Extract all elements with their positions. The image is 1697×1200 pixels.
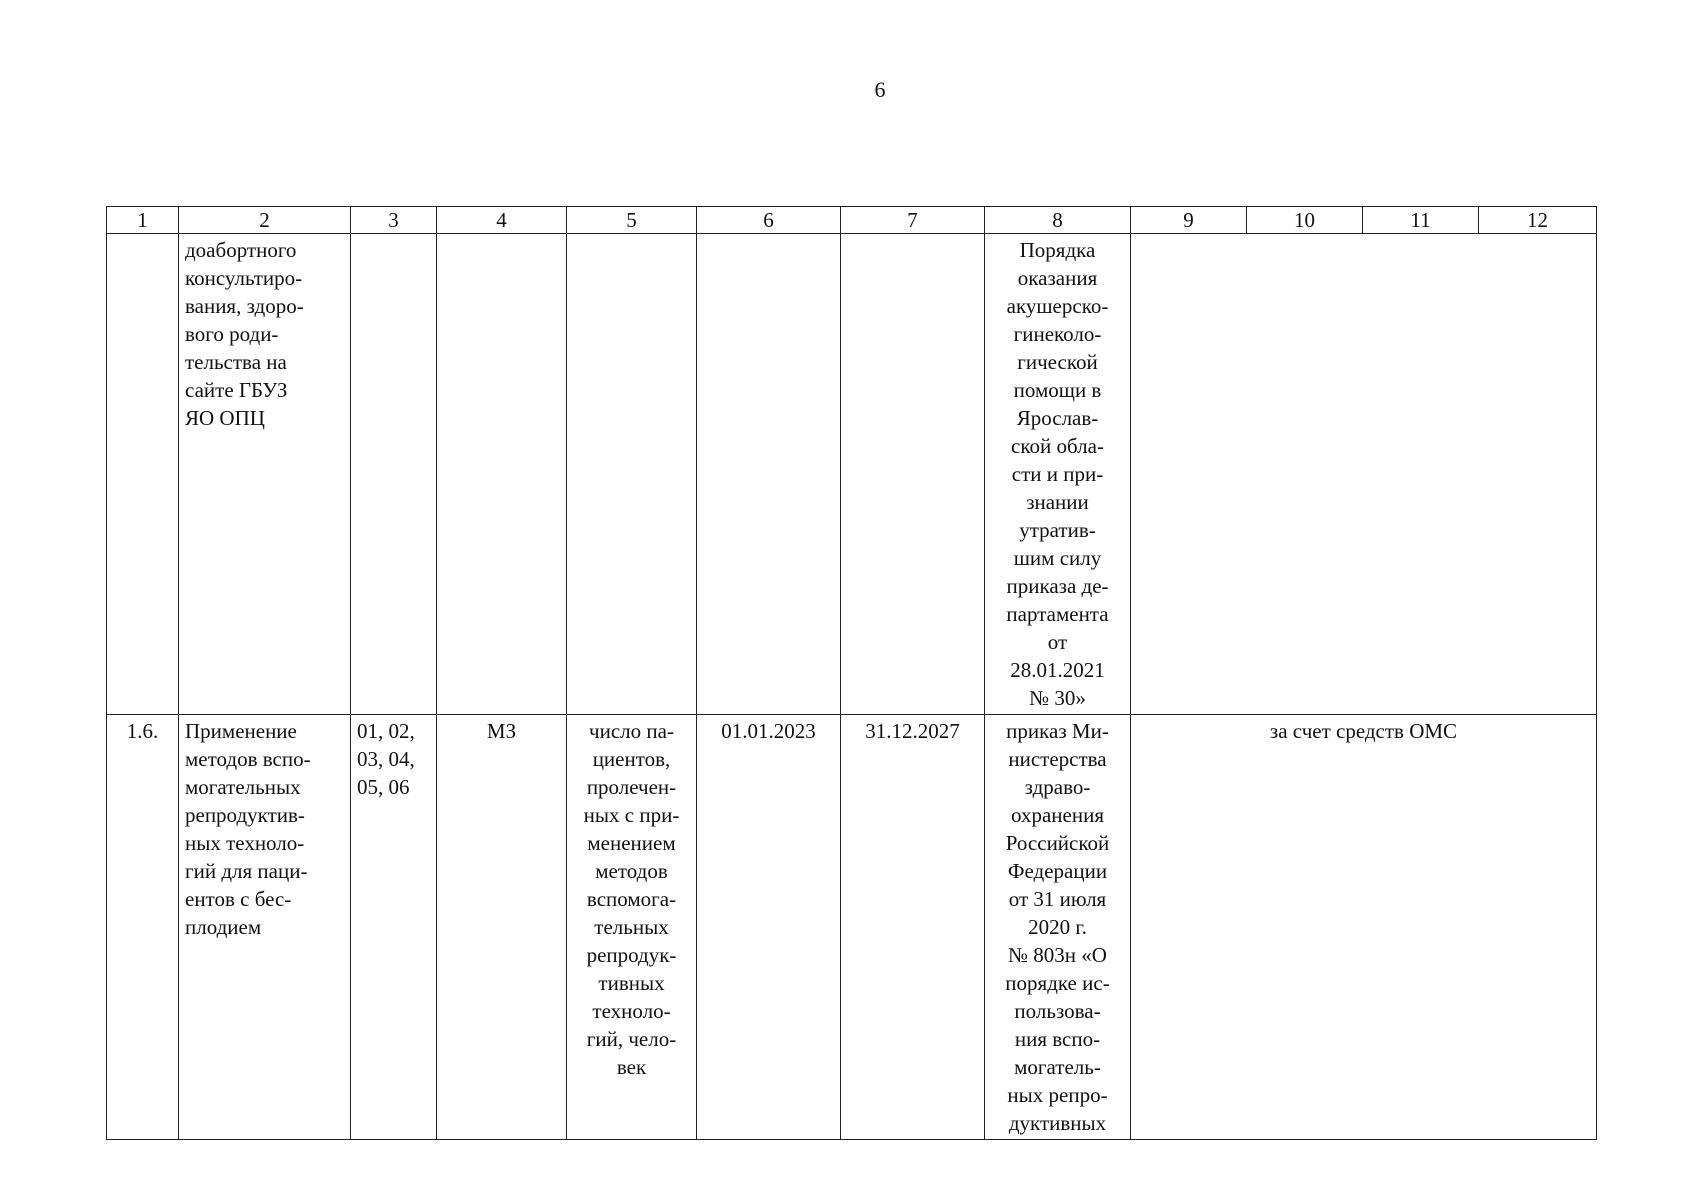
measures-table xyxy=(106,206,1597,1140)
cell-funding xyxy=(1131,234,1597,715)
cell-legal-basis: Порядка оказания акушерско- гинеколо- гической помощи в Ярослав- ской обла- сти и при- знании утратив- шим силу приказа де- партамента от 28.01.2021 № 30» xyxy=(985,234,1131,715)
column-number-10: 10 xyxy=(1247,207,1363,234)
cell-end-date: 31.12.2027 xyxy=(841,715,985,1140)
cell-legal-basis: приказ Ми- нистерства здраво- охранения Российской Федерации от 31 июля 2020 г. № 803н «О порядке ис- пользова- ния вспо- могатель- ных репро- дуктивных xyxy=(985,715,1131,1140)
cell-start-date: 01.01.2023 xyxy=(697,715,841,1140)
cell-codes xyxy=(351,234,437,715)
column-number-8: 8 xyxy=(985,207,1131,234)
column-number-12: 12 xyxy=(1479,207,1597,234)
cell-executor xyxy=(437,234,567,715)
cell-number xyxy=(107,234,179,715)
column-number-6: 6 xyxy=(697,207,841,234)
column-number-9: 9 xyxy=(1131,207,1247,234)
column-number-4: 4 xyxy=(437,207,567,234)
column-number-3: 3 xyxy=(351,207,437,234)
column-number-2: 2 xyxy=(179,207,351,234)
column-number-row xyxy=(107,207,1597,234)
table-row-continued xyxy=(107,234,1597,715)
table-row-1-6 xyxy=(107,715,1597,1140)
column-number-7: 7 xyxy=(841,207,985,234)
cell-number: 1.6. xyxy=(107,715,179,1140)
cell-end-date xyxy=(841,234,985,715)
column-number-11: 11 xyxy=(1363,207,1479,234)
cell-measure-name: Применение методов вспо- могательных репродуктив- ных техноло- гий для паци- ентов с бес- плодием xyxy=(179,715,351,1140)
cell-start-date xyxy=(697,234,841,715)
cell-funding: за счет средств ОМС xyxy=(1131,715,1597,1140)
cell-executor: МЗ xyxy=(437,715,567,1140)
column-number-5: 5 xyxy=(567,207,697,234)
cell-indicator xyxy=(567,234,697,715)
cell-codes: 01, 02, 03, 04, 05, 06 xyxy=(351,715,437,1140)
cell-indicator: число па- циентов, пролечен- ных с при- менением методов вспомога- тельных репродук- тивных техноло- гий, чело- век xyxy=(567,715,697,1140)
page-number: 6 xyxy=(874,77,886,102)
column-number-1: 1 xyxy=(107,207,179,234)
cell-measure-name: доабортного консультиро- вания, здоро- вого роди- тельства на сайте ГБУЗ ЯО ОПЦ xyxy=(179,234,351,715)
